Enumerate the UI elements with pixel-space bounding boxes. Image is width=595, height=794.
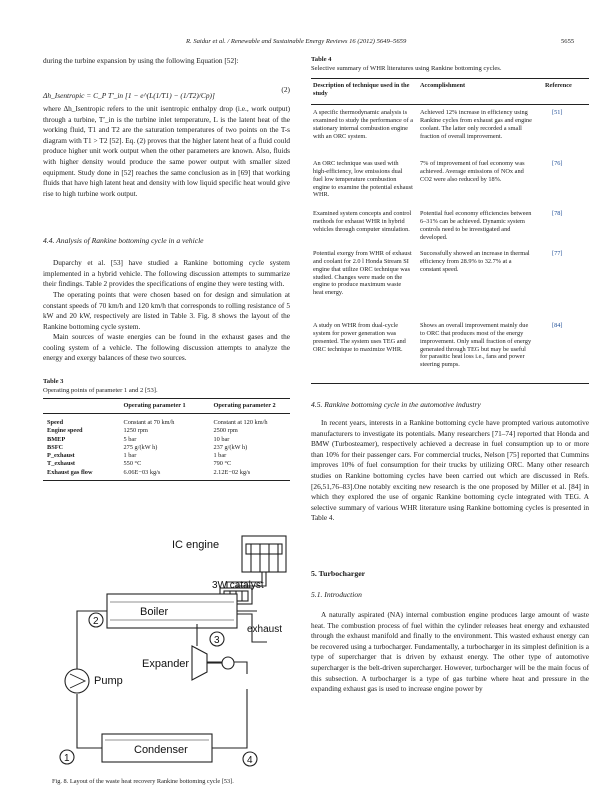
table4-reference-link[interactable]: [77]	[552, 250, 563, 257]
table3-cell: BMEP	[47, 435, 66, 443]
paragraph-operating-points: The operating points that were chosen based on for design and simulation at constant speeds of 70 km/h and 120 km/h that corresponds to rolling resistance of 5 kW and 20 kW, respectively are listed in Table 3. Fig. 8 shows the layout of the Rankine bottoming cycle system.	[43, 290, 290, 331]
table4-cell-description: Potential exergy from WHR of exhaust and coolant for 2.0 l Honda Stream SI engine that utilize ORC technique was studied. Changes were made on the engine to produce maximum waste heat energy.	[313, 250, 412, 297]
label-condenser: Condenser	[134, 744, 188, 756]
table4-cell-description: A specific thermodynamic analysis is examined to study the performance of a stationary internal combustion engine with an ORC system.	[313, 109, 414, 140]
table3-caption: Operating points of parameter 1 and 2 [53].	[43, 386, 158, 394]
label-pump: Pump	[94, 675, 123, 687]
table3-cell: Engine speed	[47, 427, 83, 435]
table3-header-rule	[43, 413, 290, 414]
table4-cell-description: Examined system concepts and control methods for exhaust WHR in hybrid vehicles through computer simulation.	[313, 210, 412, 233]
table-row	[47, 419, 290, 427]
table4-header-description: Description of technique used in the study	[313, 82, 410, 97]
table3-cell: Constant at 70 km/h	[123, 419, 175, 426]
table3-cell: 1250 rpm	[123, 427, 148, 435]
table3-bottom-rule	[43, 480, 290, 481]
table4-reference-link[interactable]: [78]	[552, 210, 563, 217]
table4-top-rule	[311, 78, 589, 79]
svg-text:3: 3	[214, 635, 220, 646]
table4-header-accomplishment: Accomplishment	[420, 82, 466, 89]
svg-text:4: 4	[247, 755, 253, 766]
table3-cell: 2.12E−02 kg/s	[213, 468, 251, 476]
state-point-2	[89, 613, 103, 627]
table4-caption: Selective summary of WHR literatures using Rankine bottoming cycles.	[311, 64, 502, 72]
table-row	[47, 436, 290, 444]
table4-header-reference: Reference	[545, 82, 572, 89]
table3-cell: 237 g/(kW h)	[213, 443, 248, 451]
table3-cell: 275 g/(kW h)	[123, 443, 158, 451]
table3-cell: 1 bar	[123, 452, 137, 460]
table3-cell: Speed	[47, 419, 64, 426]
table3-cell: 790 °C	[213, 460, 232, 468]
table4-header-rule	[311, 104, 589, 105]
pump	[65, 669, 89, 693]
table3-cell: BSFC	[47, 443, 64, 451]
table3-caption-block	[43, 378, 290, 395]
running-title: R. Saidur et al. / Renewable and Sustainable Energy Reviews 16 (2012) 5649–5659	[186, 38, 407, 45]
table3-top-rule	[43, 398, 290, 399]
table3-cell: 550 °C	[123, 460, 142, 468]
equation-number: (2)	[281, 85, 290, 94]
table4-label: Table 4	[311, 56, 332, 63]
state-point-4	[243, 752, 257, 766]
table3-cell: Exhaust gas flow	[47, 468, 93, 476]
boiler	[107, 594, 237, 628]
equation-2	[43, 85, 290, 99]
state-point-1	[60, 750, 74, 764]
label-catalyst: 3W catalyst	[212, 580, 264, 591]
table3-cell: 5 bar	[123, 435, 137, 443]
table3-cell: 2500 rpm	[213, 427, 238, 435]
table3	[47, 402, 290, 410]
table4-cell-accomplishment: Potential fuel economy efficiencies between 6–31% can be achieved. Dynamic system controls need to be investigated and developed.	[420, 210, 532, 241]
table3-cell: 6.06E−03 kg/s	[123, 468, 161, 476]
section-heading-4-4: 4.4. Analysis of Rankine bottoming cycle in a vehicle	[43, 236, 204, 245]
svg-text:1: 1	[64, 753, 70, 764]
paragraph-turbocharger-intro: A naturally aspirated (NA) internal combustion engine produces large amount of waste heat. The combustion process of fuel within the cylinder releases heat energy and exhausted through the exhaust manifold and finally to the environment. This wasted exhaust energy can be recovered using a turbocharger. Fundamentally, a turbocharger in its simplest definition is a type of supercharger that is driven by exhaust energy. The other type of automotive supercharger is the belt-driven supercharger. However, turbocharger will be the main focus of this subsection. A turbocharger is a type of gas turbine where heat and pressure in the expanding exhaust gas is used to increase engine power by	[311, 610, 589, 694]
table-row	[47, 452, 290, 460]
paragraph-duparchy: Duparchy et al. [53] have studied a Rankine bottoming cycle system implemented in a hybrid vehicle. The following discussion attempts to summarize their findings. Table 2 provides the specifications of engine they were testing with.	[43, 258, 290, 289]
table4-reference-link[interactable]: [76]	[552, 160, 563, 167]
figure8-caption: Fig. 8. Layout of the waste heat recovery Rankine bottoming cycle [53].	[52, 778, 234, 785]
paragraph-automotive-industry: In recent years, interests in a Rankine bottoming cycle have prompted various automotive manufacturers to investigate its potentials. Many researchers [71–74] reported that Honda and BMW (Turbosteamer), respectively achieved a decrease in fuel consumption up to or more than 10% for their passenger cars. For commercial trucks, Nelson [75] reported that Cummins improves 10% of fuel consumption for their trucks by utilizing ORC. Many other research studies on Rankine bottoming cycles have been carried out which are discussed in Refs. [26,51,76–83].One notably exciting new research is the one proposed by Miller et al. [84] in which they explored the use of organic Rankine bottoming cycle integrated with TEG. A selective summary of various WHR literature using Rankine bottoming cycles is presented in Table 4.	[311, 418, 589, 523]
table3-header-cell: Operating parameter 2	[213, 402, 276, 409]
table4-cell-accomplishment: 7% of improvement of fuel economy was achieved. Average emissions of NOx and CO2 were also reduced by 18%.	[420, 160, 525, 183]
table3-header-cell: Operating parameter 1	[123, 402, 186, 409]
table3-label: Table 3	[43, 378, 64, 385]
table4-cell-accomplishment: Achieved 12% increase in efficiency using Rankine cycles from exhaust gas and engine coolant. The latter only recorded a small fraction of overall improvement.	[420, 109, 532, 140]
table4-cell-accomplishment: Successfully showed an increase in thermal efficiency from 28.9% to 32.7% at a constant speed.	[420, 250, 530, 273]
table4-reference-link[interactable]: [84]	[552, 322, 563, 329]
table4-cell-accomplishment: Shows an overall improvement mainly due to ORC that produces most of the energy improvement. Only small fraction of energy generated through TEG but may be useful for parasitic heat loss i.e., fans and power steering pumps.	[420, 322, 532, 369]
table4-caption-block	[311, 56, 589, 73]
section-heading-4-5: 4.5. Rankine bottoming cycle in the automotive industry	[311, 400, 481, 409]
label-boiler: Boiler	[140, 606, 169, 618]
label-ic-engine: IC engine	[172, 539, 220, 551]
svg-text:2: 2	[93, 616, 99, 627]
table4-reference-link[interactable]: [51]	[552, 109, 563, 116]
expander	[192, 646, 234, 680]
table-row	[47, 444, 290, 452]
table-row	[47, 469, 290, 477]
page-number: 5655	[561, 38, 575, 45]
table3-body	[47, 419, 290, 477]
paragraph-enthalpy: where Δh_Isentropic refers to the unit isentropic enthalpy drop (i.e., work output) through a turbine, T′_in is the turbine inlet temperature, L is the latent heat of the working fluid, T1 and T2 are the saturation temperatures of two points on the T-s diagram with T1 > T2 [52]. Eq. (2) proves that the higher latent heat of a fluid could produce higher unit work output when the other parameters are known. Also, fluids with higher density would produce the same power output with smaller sized equipment. Study done in [52] reaches the same conclusion as in [69] that working fluids that have high latent heat and density with low liquid specific heat would give rise to high turbine work output.	[43, 104, 290, 198]
ic-engine	[242, 536, 286, 572]
table3-cell: 1 bar	[213, 452, 227, 460]
table3-header-row	[47, 402, 290, 410]
label-exhaust: exhaust	[247, 624, 283, 635]
section-heading-5: 5. Turbocharger	[311, 569, 366, 578]
figure8-diagram	[52, 534, 297, 774]
table3-cell: T_exhaust	[47, 460, 75, 468]
table3-header-cell	[47, 402, 124, 410]
equation-intro: during the turbine expansion by using the following Equation [52]:	[43, 56, 239, 65]
paragraph-waste-sources: Main sources of waste energies can be found in the exhaust gases and the cooling system of a vehicle. The following discussion attempts to analyze the energy and exergy balances of these two sources.	[43, 332, 290, 363]
table-row	[47, 427, 290, 435]
table4-cell-description: A study on WHR from dual-cycle system for power generation was presented. The system uses TEG and ORC technique to maximize WHR.	[313, 322, 406, 353]
table3-cell: P_exhaust	[47, 452, 75, 460]
table-row	[47, 460, 290, 468]
state-point-3	[210, 632, 224, 646]
equation-formula: Δh_Isentropic = C_P T′_in [1 − e^(L(1/T1) − (1/T2)/Cp)]	[43, 91, 215, 100]
table4-bottom-rule	[311, 383, 589, 384]
table4-cell-description: An ORC technique was used with high-efficiency, low emissions dual fuel low temperature combustion engine to examine the potential exhaust WHR.	[313, 160, 413, 199]
table3-cell: 10 bar	[213, 435, 230, 443]
table3-cell: Constant at 120 km/h	[213, 419, 268, 426]
section-heading-5-1: 5.1. Introduction	[311, 590, 362, 599]
label-expander: Expander	[142, 658, 190, 670]
